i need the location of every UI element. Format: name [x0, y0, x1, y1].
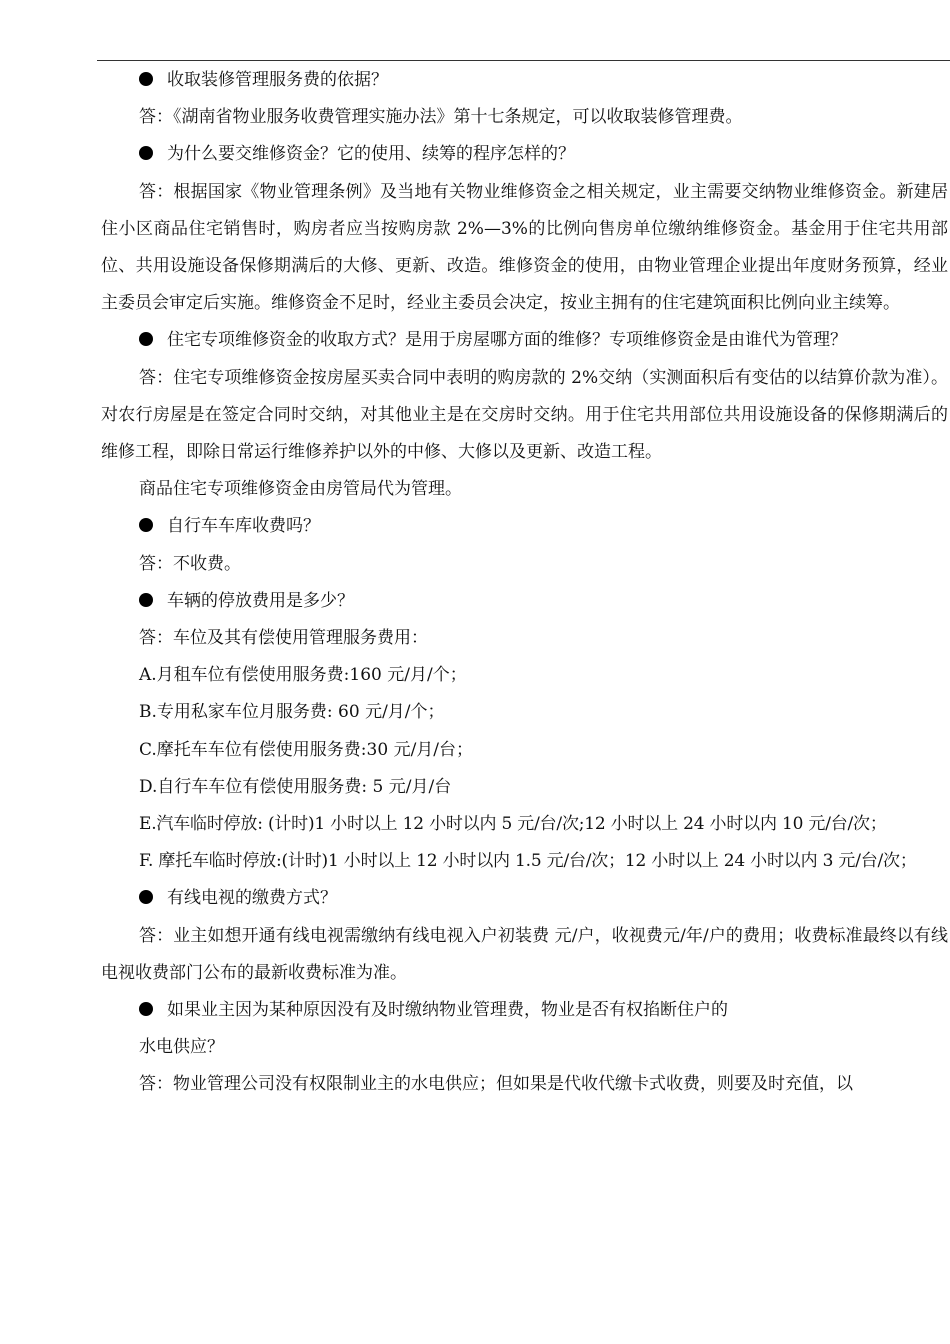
- answer-paragraph: 答：业主如想开通有线电视需缴纳有线电视入户初装费 元/户，收视费元/年/户的费用；收费标准最终以有线电视收费部门公布的最新收费标准为准。: [101, 925, 948, 983]
- question-paragraph: 收取装修管理服务费的依据？: [101, 62, 948, 99]
- question-paragraph: 自行车车库收费吗？: [101, 508, 948, 545]
- answer-paragraph: 答：不收费。: [139, 553, 241, 574]
- document-body: [101, 62, 948, 1104]
- question-paragraph: 如果业主因为某种原因没有及时缴纳物业管理费，物业是否有权掐断住户的: [101, 992, 948, 1029]
- fee-item: B.专用私家车位月服务费: 60 元/月/个；: [139, 702, 445, 723]
- answer-paragraph: 答：根据国家《物业管理条例》及当地有关物业维修资金之相关规定，业主需要交纳物业维修资金。新建居住小区商品住宅销售时，购房者应当按购房款 2%—3%的比例向售房单位缴纳维修资金。基金用于住宅共用部位、共用设施设备保修期满后的大修、更新、改造。维修资金的使用，由物业管理企业提出年度财务预算，经业主委员会审定后实施。维修资金不足时，经业主委员会决定，按业主拥有的住宅建筑面积比例向业主续筹。: [101, 181, 948, 314]
- question-paragraph: 为什么要交维修资金？它的使用、续筹的程序怎样的？: [101, 136, 948, 173]
- question-paragraph: 有线电视的缴费方式？: [101, 880, 948, 917]
- fee-item: A.月租车位有偿使用服务费:160 元/月/个；: [139, 665, 467, 686]
- answer-paragraph: 答：车位及其有偿使用管理服务费用：: [139, 628, 428, 649]
- question-paragraph: 住宅专项维修资金的收取方式？是用于房屋哪方面的维修？专项维修资金是由谁代为管理？: [101, 322, 948, 359]
- answer-paragraph: 答：物业管理公司没有权限制业主的水电供应；但如果是代收代缴卡式收费，则要及时充值，以: [139, 1074, 853, 1095]
- bullet-icon: [139, 593, 153, 607]
- answer-paragraph: 商品住宅专项维修资金由房管局代为管理。: [139, 479, 462, 500]
- fee-item: F. 摩托车临时停放:(计时)1 小时以上 12 小时以内 1.5 元/台/次；12 小时以上 24 小时以内 3 元/台/次；: [139, 851, 917, 872]
- bullet-icon: [139, 72, 153, 86]
- bullet-icon: [139, 518, 153, 532]
- bullet-icon: [139, 890, 153, 904]
- bullet-icon: [139, 146, 153, 160]
- fee-item: C.摩托车车位有偿使用服务费:30 元/月/台；: [139, 739, 474, 760]
- header-rule: [97, 60, 950, 61]
- answer-paragraph: 答：住宅专项维修资金按房屋买卖合同中表明的购房款的 2%交纳（实测面积后有变估的以结算价款为准）。对农行房屋是在签定合同时交纳，对其他业主是在交房时交纳。用于住宅共用部位共用设施设备的保修期满后的维修工程，即除日常运行维修养护以外的中修、大修以及更新、改造工程。: [101, 367, 948, 463]
- fee-item: D.自行车车位有偿使用服务费: 5 元/月/台: [139, 776, 452, 797]
- question-paragraph: 车辆的停放费用是多少？: [101, 583, 948, 620]
- bullet-icon: [139, 1002, 153, 1016]
- bullet-icon: [139, 332, 153, 346]
- answer-paragraph: 水电供应？: [139, 1037, 224, 1058]
- answer-paragraph: 答：《湖南省物业服务收费管理实施办法》第十七条规定，可以收取装修管理费。: [139, 107, 743, 128]
- fee-item: E.汽车临时停放: (计时)1 小时以上 12 小时以内 5 元/台/次;12 小时以上 24 小时以内 10 元/台/次；: [139, 814, 887, 835]
